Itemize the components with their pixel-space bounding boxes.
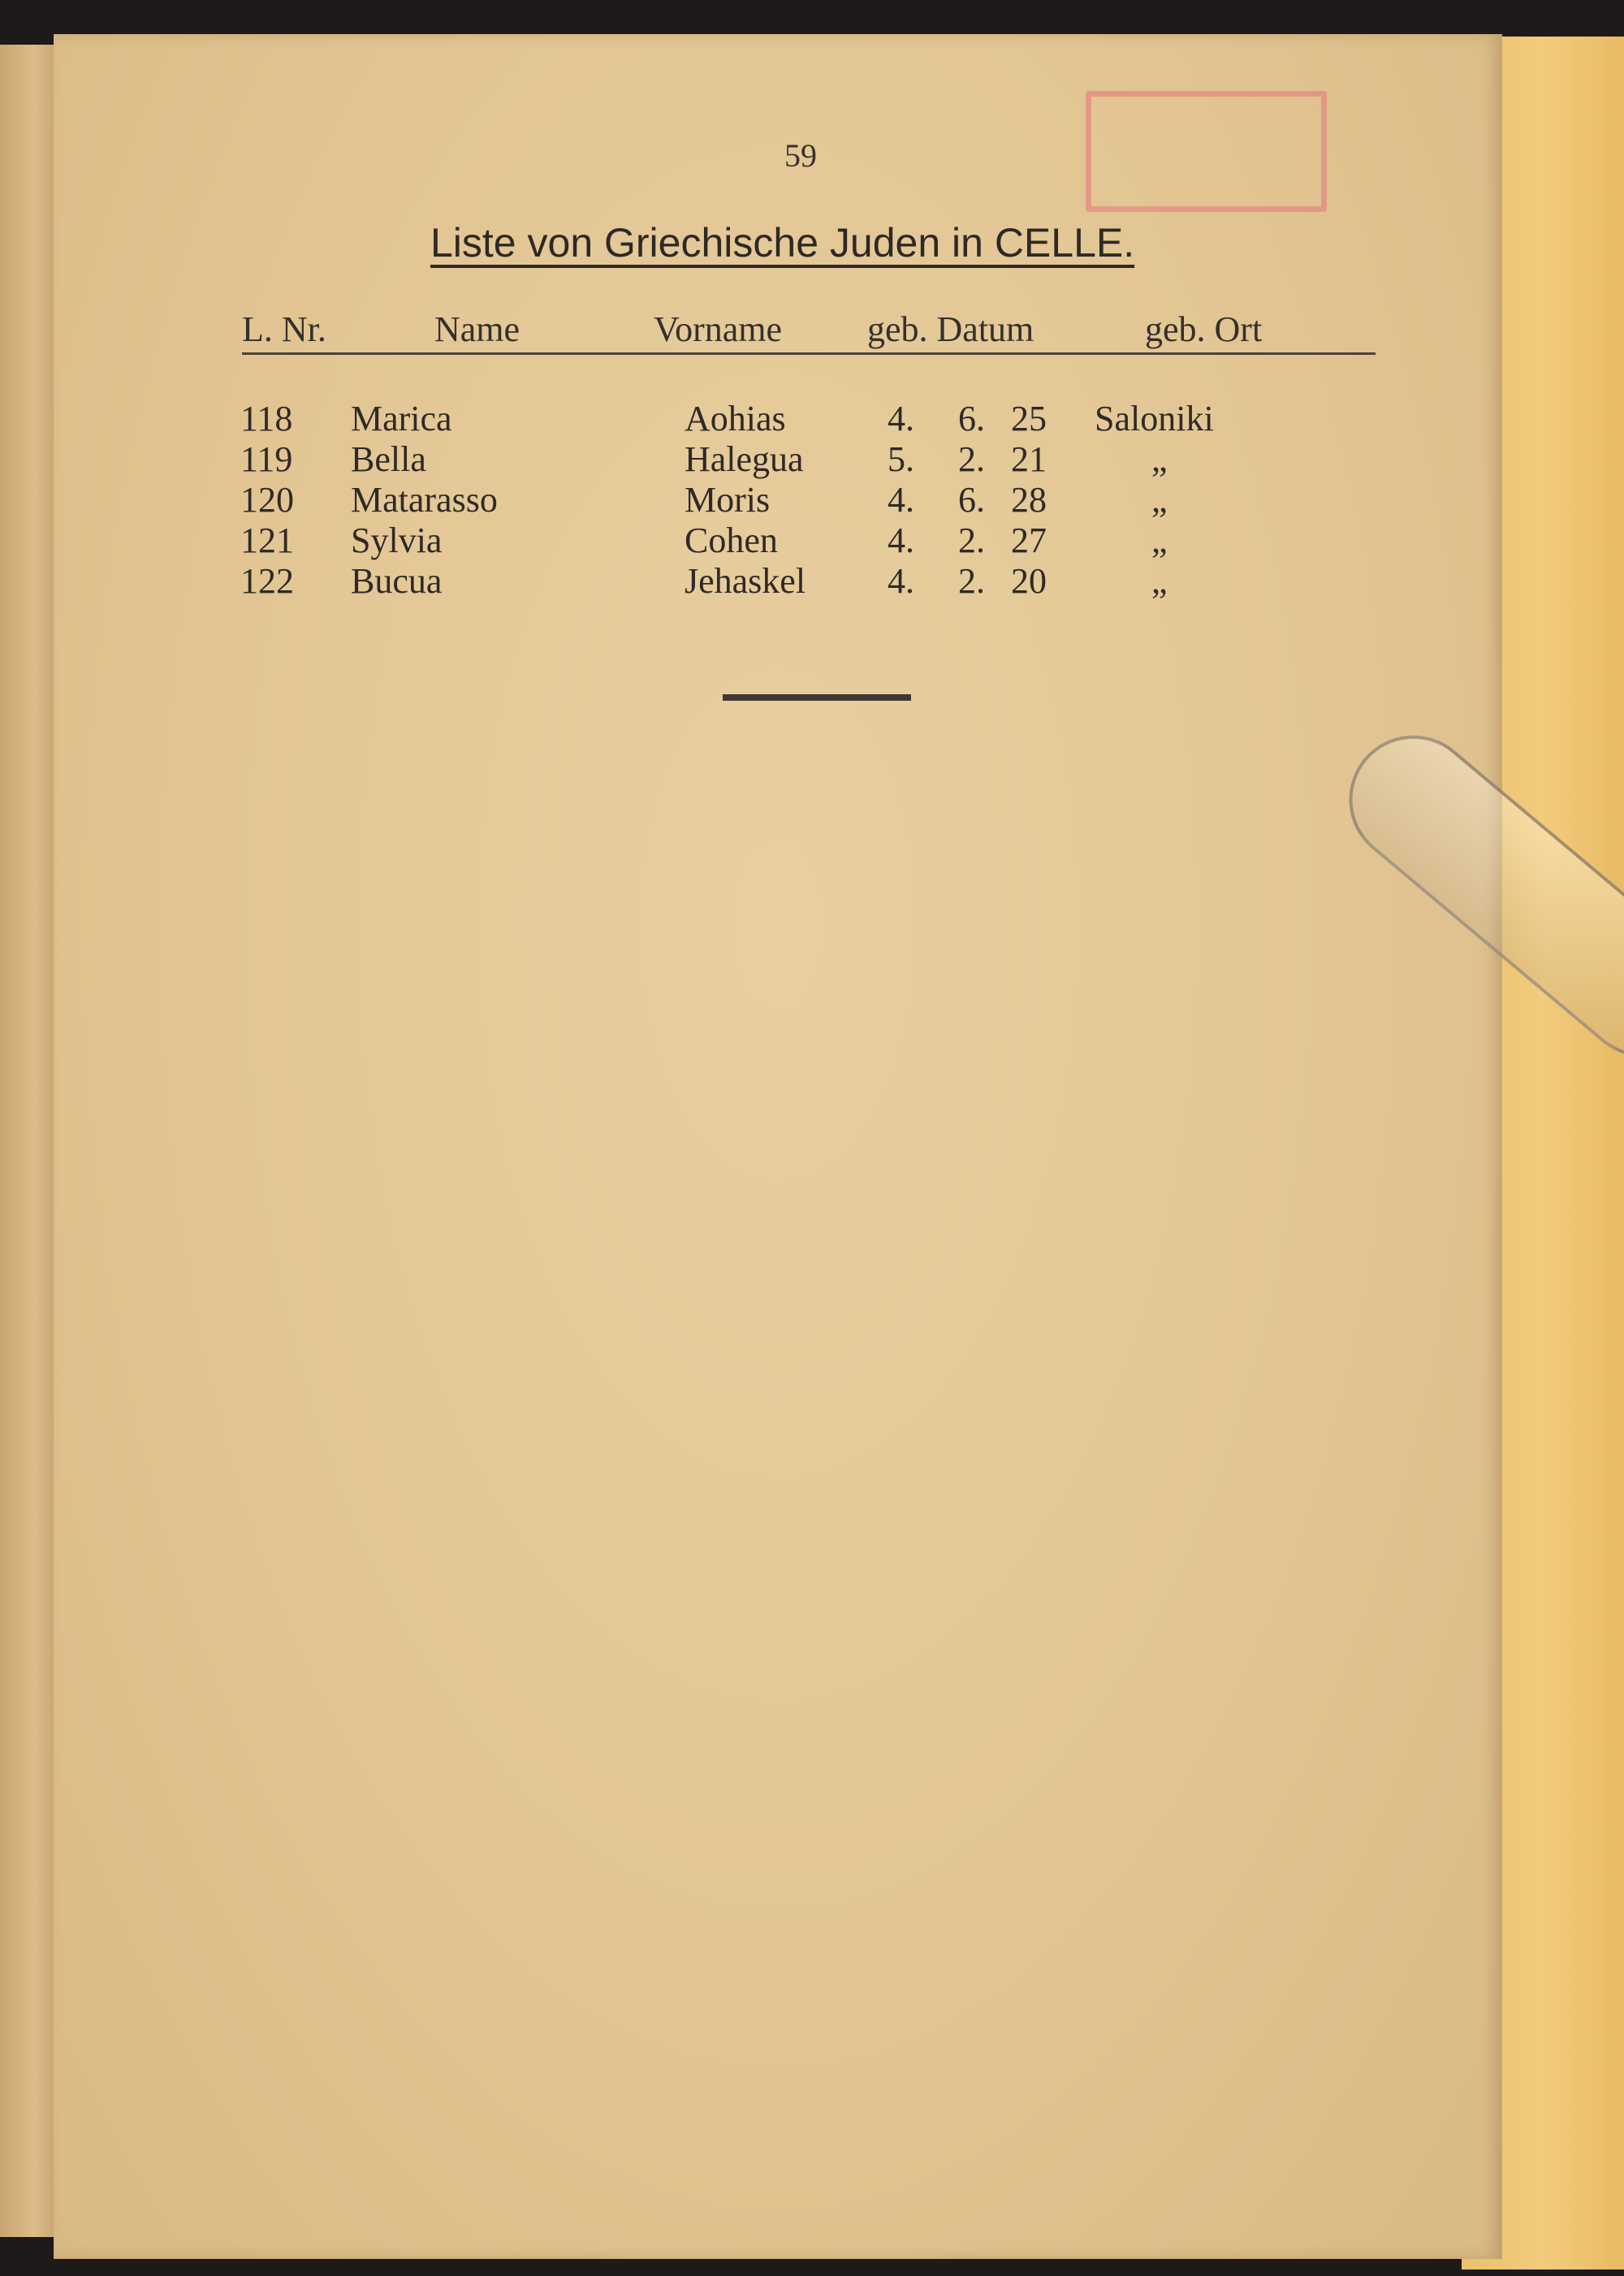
cell-day: 4. [888, 561, 914, 601]
cell-ort: „ [1151, 439, 1168, 479]
cell-nr: 121 [240, 520, 294, 560]
cell-month: 2. [958, 561, 985, 601]
cell-vorname: Aohias [685, 399, 786, 438]
separator-rule [723, 694, 911, 701]
cell-nr: 118 [240, 399, 293, 438]
header-lnr: L. Nr. [242, 309, 326, 349]
previous-page-edge [0, 45, 57, 2237]
cell-ort: „ [1151, 561, 1168, 601]
cell-month: 6. [958, 399, 985, 438]
cell-year: 20 [1011, 561, 1047, 601]
cell-month: 2. [958, 439, 985, 479]
cell-name: Matarasso [351, 480, 498, 520]
cell-day: 5. [888, 439, 914, 479]
cell-ort: „ [1151, 480, 1168, 520]
cell-day: 4. [888, 520, 914, 560]
table-row [0, 438, 1624, 479]
cell-name: Marica [351, 399, 452, 438]
cell-year: 27 [1011, 520, 1047, 560]
cell-day: 4. [888, 480, 914, 520]
cell-vorname: Moris [685, 480, 771, 520]
cell-vorname: Jehaskel [685, 561, 806, 601]
table-row [0, 398, 1624, 438]
header-vorname: Vorname [654, 309, 783, 349]
table-row [0, 520, 1624, 560]
cell-month: 6. [958, 480, 985, 520]
header-geb-ort: geb. Ort [1145, 309, 1263, 349]
cell-nr: 119 [240, 439, 293, 479]
cell-day: 4. [888, 399, 914, 438]
cell-name: Bucua [351, 561, 443, 601]
cell-vorname: Halegua [685, 439, 804, 479]
cell-ort: „ [1151, 520, 1168, 560]
cell-month: 2. [958, 520, 985, 560]
cell-nr: 120 [240, 480, 294, 520]
document-title: Liste von Griechische Juden in CELLE. [430, 220, 1135, 266]
cell-year: 25 [1011, 399, 1047, 438]
header-name: Name [434, 309, 520, 349]
cell-vorname: Cohen [685, 520, 778, 560]
red-stamp [1086, 91, 1327, 212]
header-geb-datum: geb. Datum [867, 309, 1034, 349]
cell-ort: Saloniki [1095, 399, 1214, 438]
table-row [0, 479, 1624, 520]
cell-nr: 122 [240, 561, 294, 601]
cell-year: 21 [1011, 439, 1047, 479]
cell-year: 28 [1011, 480, 1047, 520]
document-page [54, 34, 1502, 2259]
cell-name: Bella [351, 439, 426, 479]
table-row [0, 560, 1624, 601]
header-rule [242, 352, 1376, 355]
cell-name: Sylvia [351, 520, 443, 560]
page-number: 59 [784, 137, 817, 174]
